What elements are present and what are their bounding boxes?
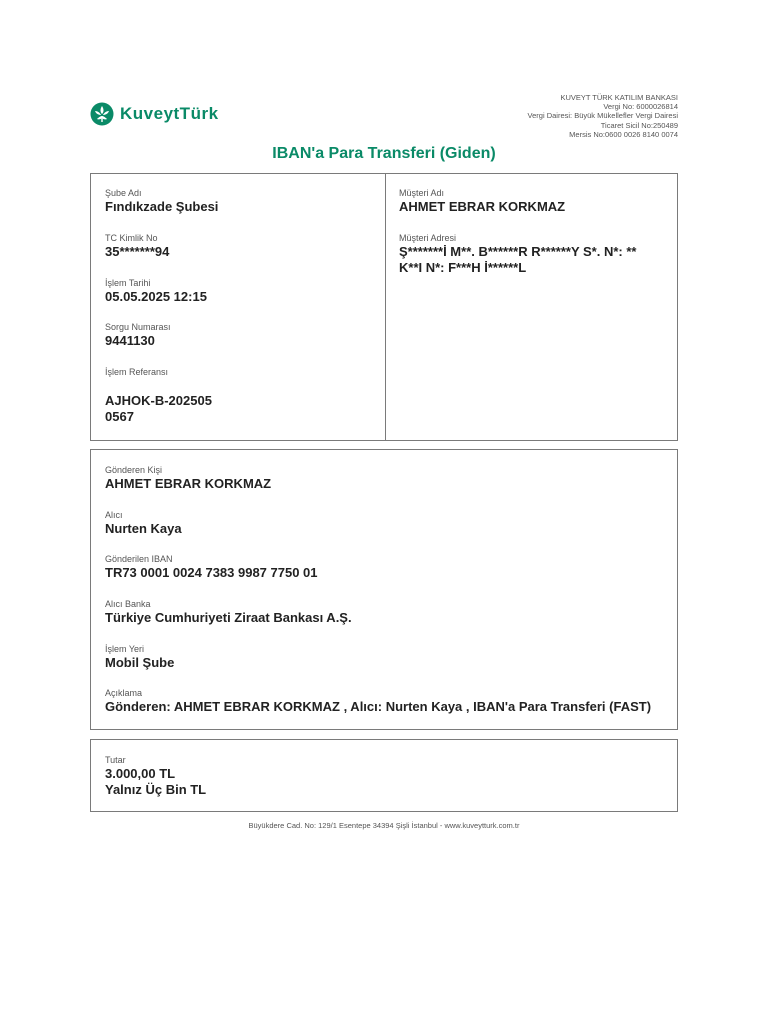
kuveyt-turk-logo [90,102,219,126]
iban-field [105,554,318,581]
reference-line-1: AJHOK-B-202505 [105,393,212,408]
recipient-value: Nurten Kaya [105,521,182,536]
bank-info [528,93,678,139]
customer-address-label: Müşteri Adresi [399,233,457,243]
branch-value: Fındıkzade Şubesi [105,199,219,214]
recipient-bank-field [105,599,352,626]
tc-value: 35*******94 [105,244,170,259]
customer-name-field [399,188,565,215]
tulip-logo-icon [90,102,114,126]
column-divider [385,174,386,440]
reference-line-2: 0567 [105,409,134,424]
tc-field [105,233,169,260]
sender-label: Gönderen Kişi [105,465,163,475]
query-label: Sorgu Numarası [105,322,171,332]
mersis-number: Mersis No:0600 0026 8140 0074 [569,129,678,139]
tc-label: TC Kimlik No [105,233,158,243]
reference-value [105,393,212,425]
amount-label: Tutar [105,755,126,765]
sender-value: AHMET EBRAR KORKMAZ [105,476,272,491]
transaction-place-label: İşlem Yeri [105,644,145,654]
transaction-place-field [105,644,174,671]
trade-registry: Ticaret Sicil No:250489 [600,120,678,130]
customer-address-field [399,233,636,276]
recipient-field [105,510,182,537]
reference-label: İşlem Referansı [105,367,169,377]
query-field [105,322,171,349]
recipient-label: Alıcı [105,510,123,520]
transfer-details-box [90,449,678,730]
customer-name-value: AHMET EBRAR KORKMAZ [399,199,566,214]
amount-box [90,739,678,812]
tax-office: Vergi Dairesi: Büyük Mükellefler Vergi Dairesi [527,111,678,121]
recipient-bank-value: Türkiye Cumhuriyeti Ziraat Bankası A.Ş. [105,610,352,625]
amount-value: 3.000,00 TL [105,766,176,781]
query-value: 9441130 [105,333,155,348]
customer-address-line-1: Ş*******İ M**. B******R R******Y S*. N*: ** [399,244,637,259]
date-label: İşlem Tarihi [105,278,151,288]
logo-text: KuveytTürk [120,104,219,123]
document-title: IBAN'a Para Transferi (Giden) [272,145,496,162]
iban-label: Gönderilen IBAN [105,554,173,564]
description-value: Gönderen: AHMET EBRAR KORKMAZ , Alıcı: Nurten Kaya , IBAN'a Para Transferi (FAST) [105,699,652,714]
amount-in-words: Yalnız Üç Bin TL [105,782,207,797]
description-field [105,688,651,715]
date-value: 05.05.2025 12:15 [105,289,207,304]
customer-info-box [90,173,678,441]
transaction-place-value: Mobil Şube [105,655,175,670]
customer-name-label: Müşteri Adı [399,188,445,198]
amount-field [105,755,206,798]
description-label: Açıklama [105,688,143,698]
branch-field [105,188,218,215]
customer-address-line-2: K**I N*: F***H İ******L [399,260,527,275]
sender-field [105,465,271,492]
tax-number: Vergi No: 6000026814 [603,102,678,112]
bank-name: KUVEYT TÜRK KATILIM BANKASI [560,93,678,102]
footer-address: Büyükdere Cad. No: 129/1 Esentepe 34394 Şişli İstanbul - www.kuveytturk.com.tr [248,821,520,830]
branch-label: Şube Adı [105,188,142,198]
iban-value: TR73 0001 0024 7383 9987 7750 01 [105,565,318,580]
reference-field [105,367,168,378]
date-field [105,278,207,305]
recipient-bank-label: Alıcı Banka [105,599,151,609]
